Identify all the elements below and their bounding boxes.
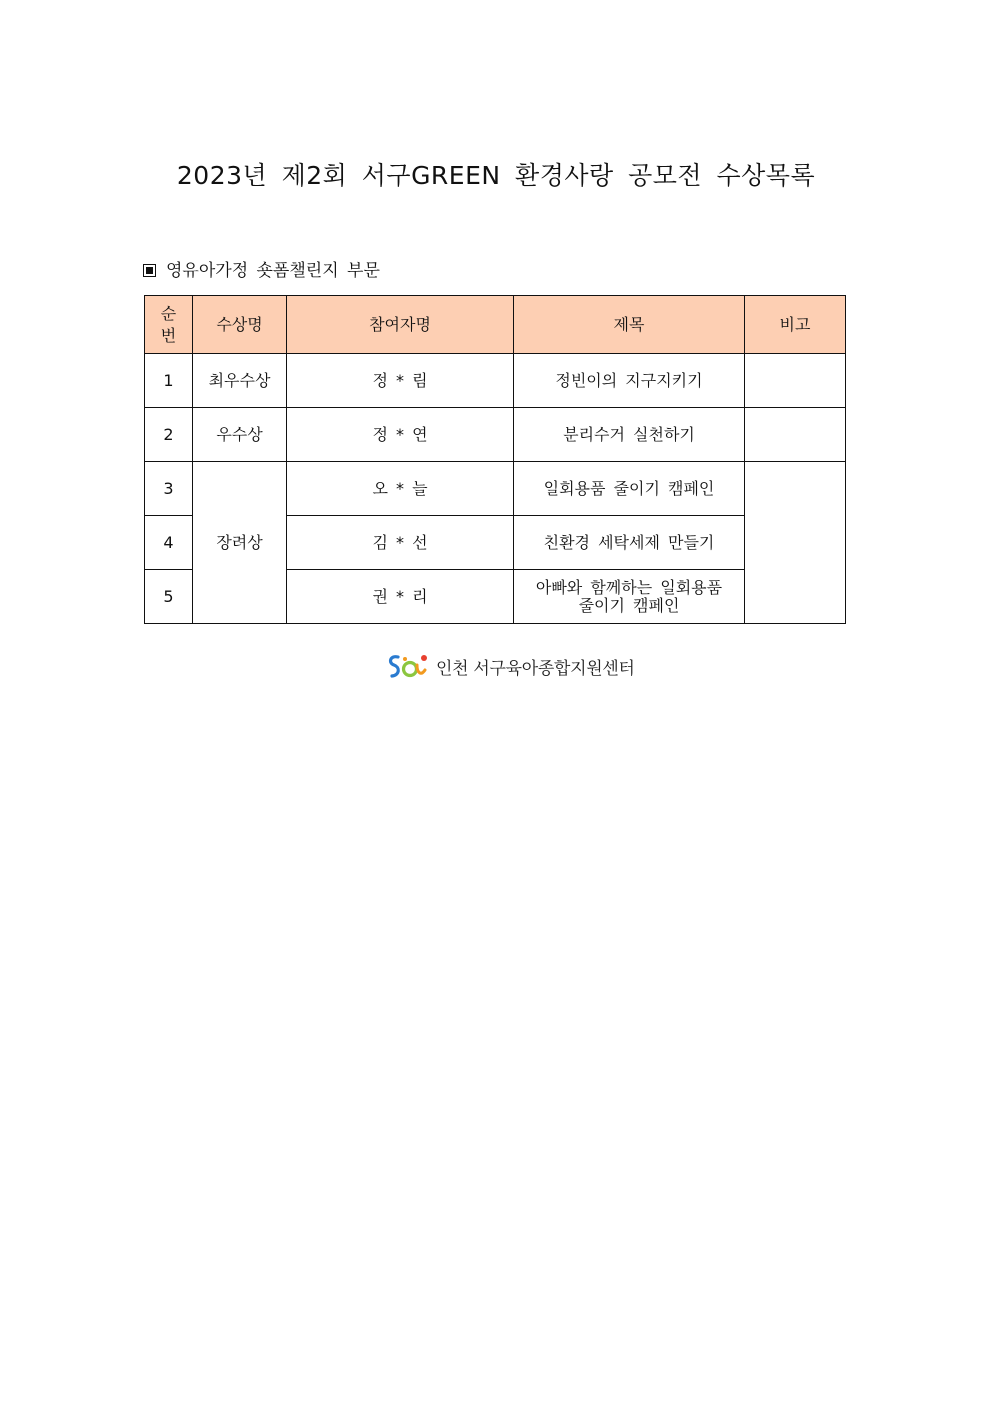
header-number	[145, 296, 193, 354]
section-heading-text: 영유아가정 숏폼챌린지 부문	[166, 261, 380, 281]
row-award: 우수상	[193, 408, 287, 462]
row-number: 1	[145, 354, 193, 408]
organization-name: 인천 서구육아종합지원센터	[436, 658, 635, 679]
header-number-line2: 번	[160, 325, 177, 345]
row-award-merged: 장려상	[193, 462, 287, 624]
section-heading	[143, 258, 380, 284]
table-row	[145, 354, 846, 408]
row-participant: 권 * 리	[287, 570, 514, 624]
header-award: 수상명	[193, 296, 287, 354]
row-note-merged	[745, 462, 846, 624]
row-work-title: 분리수거 실천하기	[514, 408, 745, 462]
row-note	[745, 408, 846, 462]
square-bullet-icon	[143, 264, 156, 277]
row-note	[745, 354, 846, 408]
row-number: 3	[145, 462, 193, 516]
row-award: 최우수상	[193, 354, 287, 408]
row-work-title: 정빈이의 지구지키기	[514, 354, 745, 408]
row-participant: 정 * 림	[287, 354, 514, 408]
document-title: 2023년 제2회 서구GREEN 환경사랑 공모전 수상목록	[176, 161, 816, 190]
row-work-title-line1: 아빠와 함께하는 일회용품	[535, 577, 723, 597]
table-row	[145, 408, 846, 462]
row-number: 2	[145, 408, 193, 462]
row-work-title	[514, 570, 745, 624]
row-work-title: 친환경 세탁세제 만들기	[514, 516, 745, 570]
row-work-title-line2: 줄이기 캠페인	[578, 595, 680, 615]
row-participant: 김 * 선	[287, 516, 514, 570]
row-number: 4	[145, 516, 193, 570]
header-note: 비고	[745, 296, 846, 354]
footer-logo	[386, 650, 635, 682]
row-participant: 오 * 늘	[287, 462, 514, 516]
awards-table	[144, 295, 846, 624]
table-header-row	[145, 296, 846, 354]
table-row	[145, 462, 846, 516]
header-work-title: 제목	[514, 296, 745, 354]
row-participant: 정 * 연	[287, 408, 514, 462]
center-logo-icon	[386, 651, 430, 681]
header-participant: 참여자명	[287, 296, 514, 354]
header-number-line1: 순	[160, 303, 177, 323]
row-number: 5	[145, 570, 193, 624]
row-work-title: 일회용품 줄이기 캠페인	[514, 462, 745, 516]
